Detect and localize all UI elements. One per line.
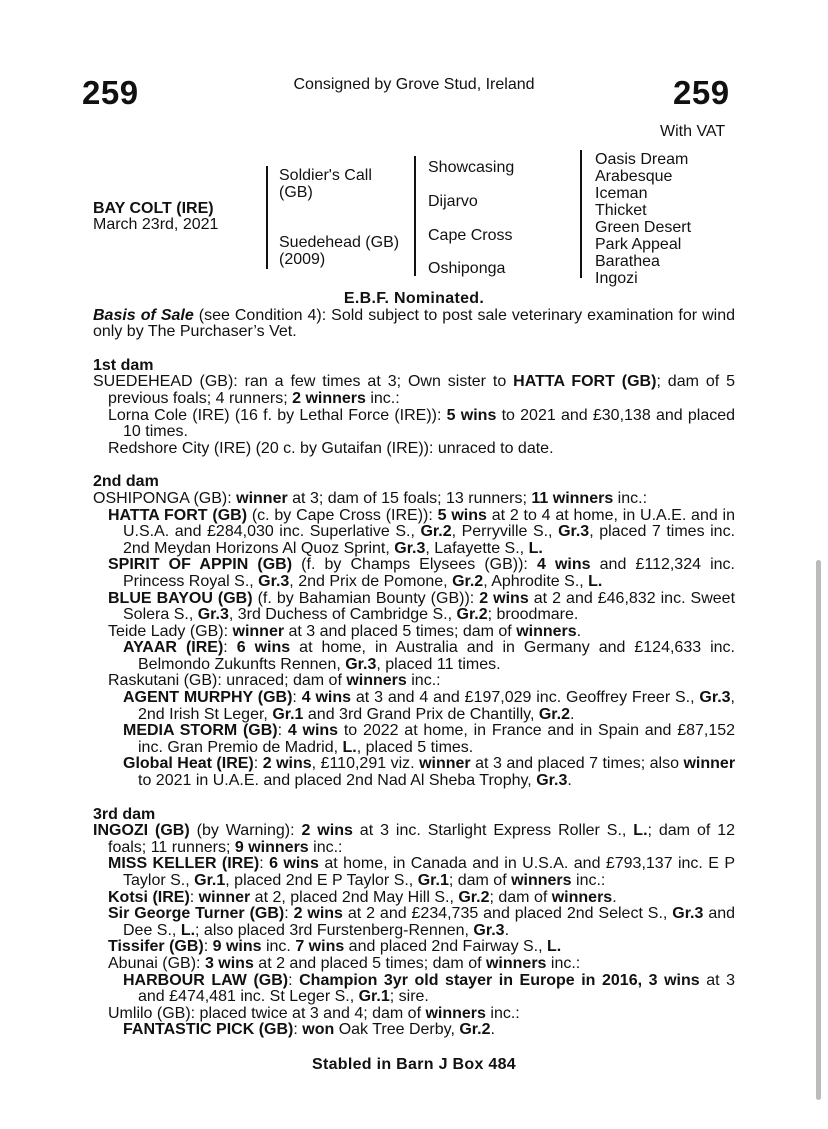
section-spacer	[93, 341, 735, 358]
entry-text: and 3rd Grand Prix de Chantilly,	[303, 705, 539, 723]
family-entry	[93, 1006, 735, 1023]
pedigree-gen3-item: Ingozi	[595, 270, 638, 287]
section-heading: 3rd dam	[93, 805, 156, 823]
entry-bold-text: 2 wins	[479, 589, 529, 607]
entry-bold-text: winner	[683, 755, 736, 773]
entry-text: , placed 2nd E P Taylor S.,	[225, 872, 418, 889]
entry-bold-text: winner	[198, 888, 251, 906]
family-entry	[93, 591, 735, 624]
entry-bold-text: L.	[633, 822, 648, 840]
family-entry	[93, 890, 735, 907]
entry-text: :	[293, 1021, 303, 1039]
basis-of-sale-text: (see Condition 4): Sold subject to post sale veterinary examination for wind only by The Purchaser’s Vet.	[93, 306, 735, 341]
entry-bold-text: INGOZI (GB)	[93, 822, 190, 840]
entry-bold-text: Gr.3	[345, 655, 377, 673]
entry-text: inc.:	[308, 838, 343, 856]
entry-text: at 3 and placed 7 times; also	[470, 755, 684, 773]
entry-text: (f. by Bahamian Bounty (GB)):	[252, 589, 480, 607]
pedigree-sire: Soldier's Call (GB)	[279, 167, 372, 201]
entry-bold-text: 4 wins	[301, 689, 352, 707]
entry-text: to 2022 at home, in France and in Spain and £87,152 inc. Gran Premio de Madrid,	[138, 722, 736, 756]
pedigree-bar-3	[580, 150, 582, 278]
family-entry	[93, 823, 735, 856]
entry-text: , 3rd Duchess of Cambridge S.,	[228, 606, 457, 624]
entry-bold-text: winners	[485, 954, 547, 972]
entry-bold-text: Global Heat (IRE)	[123, 755, 254, 773]
entry-bold-text: 2 wins	[301, 822, 353, 840]
entry-bold-text: MEDIA STORM (GB)	[123, 722, 278, 740]
entry-bold-text: 9 winners	[234, 838, 309, 856]
entry-text: Umlilo (GB): placed twice at 3 and 4; dam of	[108, 1004, 426, 1022]
entry-bold-text: Gr.3	[699, 689, 731, 707]
section-spacer	[93, 790, 735, 807]
entry-text: .	[612, 888, 617, 906]
pedigree-gen3-list	[595, 151, 691, 287]
entry-bold-text: Gr.3	[473, 921, 505, 939]
entry-text: :	[277, 722, 288, 740]
entry-bold-text: Gr.1	[417, 872, 449, 889]
lot-number-left: 259	[82, 74, 139, 111]
entry-text: .	[490, 1021, 495, 1039]
pedigree-gen2-2: Dijarvo	[428, 193, 478, 210]
family-entry	[93, 723, 735, 756]
entry-text: :	[292, 689, 302, 707]
entry-text: at 2 and £234,735 and placed 2nd Select S.,	[342, 905, 673, 923]
entry-text: ; sire.	[389, 988, 429, 1006]
entry-bold-text: Gr.3	[672, 905, 704, 923]
pedigree-bar-2	[414, 156, 416, 276]
entry-bold-text: L.	[588, 572, 603, 590]
horse-foaled: March 23rd, 2021	[93, 216, 219, 233]
entry-bold-text: Gr.3	[394, 539, 426, 557]
entry-bold-text: FANTASTIC PICK (GB)	[123, 1021, 294, 1039]
entry-bold-text: 2 wins	[262, 755, 312, 773]
entry-text: , Aphrodite S.,	[483, 572, 589, 590]
entry-text: .	[576, 622, 582, 640]
pedigree-gen3-item: Arabesque	[595, 168, 673, 185]
entry-bold-text: 11 winners	[531, 489, 614, 507]
pedigree-gen3-item: Oasis Dream	[595, 151, 689, 168]
entry-bold-text: Champion 3yr old stayer in Europe in 2016, 3 wins	[299, 971, 700, 989]
entry-text: Teide Lady (GB):	[108, 622, 233, 640]
lot-number-right: 259	[673, 74, 730, 111]
pedigree-dam: Suedehead (GB) (2009)	[279, 234, 400, 268]
entry-text: inc.:	[613, 489, 648, 507]
entry-text: :	[223, 639, 237, 657]
entry-bold-text: winners	[425, 1004, 486, 1022]
entry-bold-text: Gr.2	[452, 572, 484, 590]
family-entry	[93, 973, 735, 1006]
family-entry	[93, 856, 735, 889]
entry-text: at 3 and 4 and £197,029 inc. Geoffrey Freer S.,	[351, 689, 700, 707]
entry-text: (c. by Cape Cross (IRE)):	[247, 506, 438, 524]
entry-text: , placed 5 times.	[356, 738, 474, 756]
entry-bold-text: Gr.2	[459, 1021, 491, 1039]
entry-bold-text: 5 wins	[446, 406, 497, 424]
section-spacer	[93, 457, 735, 474]
entry-text: at 3; dam of 15 foals; 13 runners;	[287, 489, 532, 507]
entry-bold-text: HARBOUR LAW (GB)	[123, 971, 289, 989]
family-entry	[93, 956, 735, 973]
entry-bold-text: winners	[516, 622, 577, 640]
entry-text: ; also placed 3rd Furstenberg-Rennen,	[195, 921, 474, 939]
entry-text: Abunai (GB):	[108, 954, 205, 972]
entry-text: .	[567, 772, 572, 790]
stabled-location: Stabled in Barn J Box 484	[311, 1056, 516, 1073]
family-entry	[93, 640, 735, 673]
pedigree-gen3-item: Barathea	[595, 253, 660, 270]
entry-text: OSHIPONGA (GB):	[93, 489, 237, 507]
entry-bold-text: Tissifer (GB)	[108, 938, 204, 956]
entry-text: inc.:	[365, 389, 400, 407]
pedigree-gen2-4: Oshiponga	[428, 260, 506, 277]
entry-bold-text: 7 wins	[295, 938, 345, 956]
entry-text: (by Warning):	[189, 822, 302, 840]
entry-text: , placed 11 times.	[376, 655, 501, 673]
entry-text: , Lafayette S.,	[425, 539, 529, 557]
family-entry	[93, 624, 735, 641]
entry-bold-text: MISS KELLER (IRE)	[108, 855, 260, 873]
entry-text: :	[203, 938, 213, 956]
entry-bold-text: AYAAR (IRE)	[123, 639, 224, 657]
entry-text: at 2, placed 2nd May Hill S.,	[250, 888, 459, 906]
entry-text: , 2nd Prix de Pomone,	[289, 572, 453, 590]
entry-text: Lorna Cole (IRE) (16 f. by Lethal Force (IRE)):	[108, 406, 447, 424]
entry-bold-text: AGENT MURPHY (GB)	[123, 689, 293, 707]
entry-text: .	[504, 921, 510, 939]
entry-bold-text: 3 wins	[204, 954, 254, 972]
family-entry	[93, 939, 735, 956]
entry-bold-text: winner	[232, 622, 285, 640]
entry-text: ; dam of	[448, 872, 512, 889]
entry-bold-text: Gr.2	[538, 705, 570, 723]
family-entry	[93, 408, 735, 441]
entry-bold-text: 2 wins	[293, 905, 343, 923]
entry-text: at 3 inc. Starlight Express Roller S.,	[352, 822, 634, 840]
entry-text: and placed 2nd Fairway S.,	[344, 938, 548, 956]
entry-text: at home, in Australia and in Germany and £124,633 inc. Belmondo Zukunfts Rennen,	[138, 639, 735, 673]
entry-bold-text: HATTA FORT (GB)	[513, 373, 657, 391]
entry-text: Redshore City (IRE) (20 c. by Gutaifan (IRE)): unraced to date.	[108, 439, 554, 457]
family-entry	[93, 374, 735, 407]
basis-of-sale-label: Basis of Sale	[93, 306, 194, 324]
ebf-nominated: E.B.F. Nominated.	[343, 290, 485, 307]
section-heading: 2nd dam	[93, 473, 159, 491]
entry-bold-text: Gr.1	[272, 705, 304, 723]
entry-bold-text: won	[302, 1021, 335, 1039]
entry-text: at 3 and £474,481 inc. St Leger S.,	[138, 971, 735, 1006]
pedigree-gen3-item: Park Appeal	[595, 236, 682, 253]
entry-bold-text: winner	[236, 489, 288, 507]
entry-text: inc.:	[485, 1004, 520, 1022]
pedigree-gen3-item: Green Desert	[595, 219, 692, 236]
family-entry	[93, 491, 735, 508]
horse-info	[93, 201, 218, 233]
entry-text: :	[253, 755, 263, 773]
entry-text: .	[569, 705, 575, 723]
entry-bold-text: L.	[180, 921, 196, 939]
entry-text: inc.:	[406, 672, 441, 690]
section-heading: 1st dam	[93, 356, 154, 374]
entry-text: ; dam of 5 previous foals; 4 runners;	[108, 373, 735, 407]
entry-text: inc.:	[546, 954, 581, 972]
entry-bold-text: BLUE BAYOU (GB)	[108, 589, 253, 607]
entry-text: ; broodmare.	[487, 606, 579, 624]
entry-text: (f. by Champs Elysees (GB)):	[292, 556, 537, 574]
family-entry	[93, 673, 735, 690]
vat-note: With VAT	[660, 123, 726, 140]
entry-bold-text: Gr.3	[558, 523, 590, 541]
entry-bold-text: winners	[551, 888, 613, 906]
entry-text: inc.	[261, 938, 296, 956]
entry-text: at home, in Canada and in U.S.A. and £793,137 inc. E P Taylor S.,	[123, 855, 736, 889]
family-entry	[93, 508, 735, 558]
entry-bold-text: 9 wins	[212, 938, 262, 956]
entry-bold-text: HATTA FORT (GB)	[108, 506, 248, 524]
entry-bold-text: SPIRIT OF APPIN (GB)	[108, 556, 293, 574]
entry-text: Raskutani (GB): unraced; dam of	[108, 672, 347, 690]
entry-bold-text: 4 wins	[287, 722, 339, 740]
pedigree-gen3-item: Thicket	[595, 202, 647, 219]
entry-bold-text: Gr.1	[194, 872, 226, 889]
entry-bold-text: winner	[419, 755, 471, 773]
entry-bold-text: Gr.2	[420, 523, 452, 541]
family-entry	[93, 557, 735, 590]
entry-text: and Dee S.,	[123, 905, 736, 939]
entry-text: and £112,324 inc. Princess Royal S.,	[123, 556, 736, 590]
entry-text: inc.:	[571, 872, 606, 889]
entry-text: SUEDEHEAD (GB): ran a few times at 3; Own sister to	[93, 373, 514, 391]
entry-text: ; dam of	[489, 888, 552, 906]
entry-text: at 2 to 4 at home, in U.A.E. and in U.S.A. and £284,030 inc. Superlative S.,	[123, 506, 736, 541]
entry-text: :	[259, 855, 270, 873]
consignor: Consigned by Grove Stud, Ireland	[293, 76, 535, 93]
entry-bold-text: Kotsi (IRE)	[108, 888, 190, 906]
entry-bold-text: 6 wins	[236, 639, 291, 657]
entry-bold-text: 2 winners	[292, 389, 366, 407]
entry-text: , 2nd Irish St Leger,	[138, 689, 735, 723]
entry-text: , Perryville S.,	[451, 523, 559, 541]
entry-bold-text: L.	[528, 539, 543, 557]
entry-bold-text: Gr.2	[458, 888, 490, 906]
entry-bold-text: Gr.3	[536, 772, 568, 790]
entry-bold-text: L.	[342, 738, 357, 756]
entry-text: ; dam of 12 foals; 11 runners;	[108, 822, 736, 856]
horse-name: BAY COLT (IRE)	[93, 200, 214, 217]
entry-text: to 2021 in U.A.E. and placed 2nd Nad Al Sheba Trophy,	[138, 772, 537, 790]
entry-bold-text: L.	[547, 938, 562, 956]
entry-text: :	[189, 888, 199, 906]
entry-bold-text: winners	[511, 872, 572, 889]
entry-text: at 3 and placed 5 times; dam of	[284, 622, 517, 640]
entry-bold-text: Gr.1	[358, 988, 390, 1006]
entry-bold-text: Gr.3	[197, 606, 229, 624]
entry-bold-text: 6 wins	[269, 855, 319, 873]
basis-of-sale	[93, 308, 735, 341]
entry-bold-text: 4 wins	[536, 556, 591, 574]
entry-text: :	[288, 971, 300, 989]
entry-text: at 2 and placed 5 times; dam of	[253, 954, 486, 972]
family-entry	[93, 1022, 735, 1039]
family-entry	[93, 441, 735, 458]
entry-text: at 2 and £46,832 inc. Sweet Solera S.,	[123, 589, 736, 624]
catalogue-body	[93, 291, 735, 1039]
pedigree-bar-1	[266, 166, 268, 269]
entry-bold-text: winners	[346, 672, 407, 690]
scrollbar[interactable]	[816, 560, 821, 1100]
pedigree-gen2-1: Showcasing	[428, 159, 515, 176]
family-entry	[93, 906, 735, 939]
entry-bold-text: Gr.2	[456, 606, 488, 624]
entry-text: :	[284, 905, 294, 923]
entry-text: , placed 7 times inc. 2nd Meydan Horizons Al Quoz Sprint,	[123, 523, 736, 557]
entry-text: Oak Tree Derby,	[334, 1021, 460, 1039]
entry-bold-text: Gr.3	[258, 572, 290, 590]
entry-text: to 2021 and £30,138 and placed 10 times.	[123, 406, 736, 441]
pedigree-gen2-3: Cape Cross	[428, 227, 513, 244]
entry-text: , £110,291 viz.	[311, 755, 420, 773]
pedigree-gen3-item: Iceman	[595, 185, 648, 202]
family-sections	[93, 341, 735, 1039]
entry-bold-text: Sir George Turner (GB)	[108, 905, 285, 923]
entry-bold-text: 5 wins	[437, 506, 487, 524]
family-entry	[93, 690, 735, 723]
family-entry	[93, 756, 735, 789]
